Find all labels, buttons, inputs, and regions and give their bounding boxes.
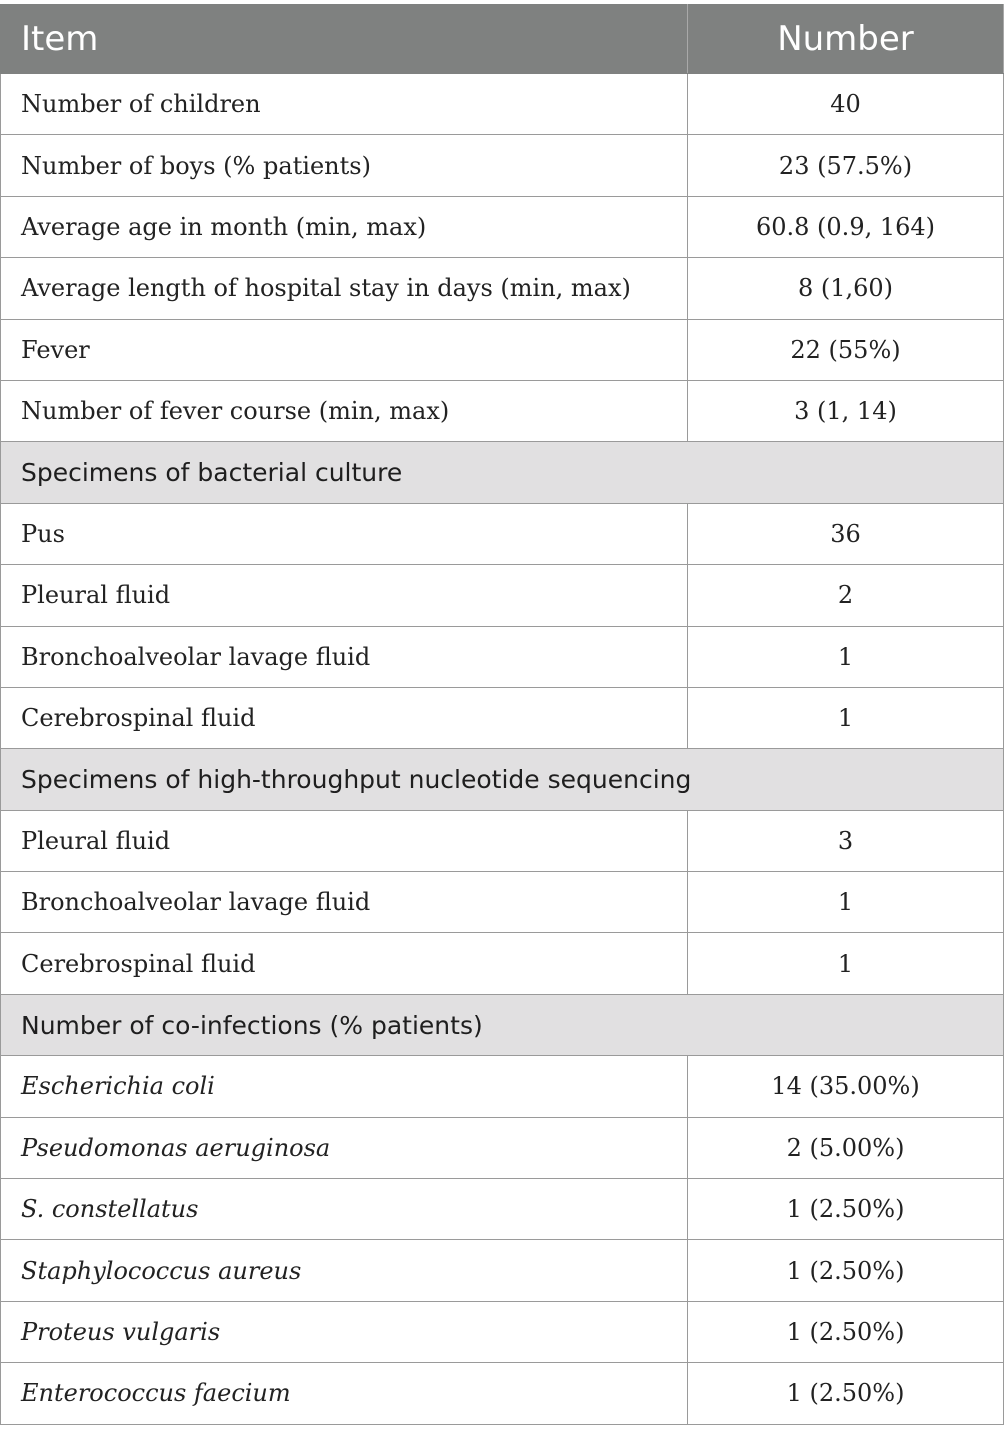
row-value: 23 (57.5%) xyxy=(688,135,1004,196)
table-row xyxy=(1,380,1004,441)
row-item: Number of boys (% patients) xyxy=(1,135,688,196)
section-row xyxy=(1,994,1004,1055)
table-row xyxy=(1,810,1004,871)
table-row xyxy=(1,135,1004,196)
row-value: 1 (2.50%) xyxy=(688,1240,1004,1301)
row-item: Proteus vulgaris xyxy=(1,1301,688,1362)
table-row xyxy=(1,1363,1004,1424)
section-label: Number of co-infections (% patients) xyxy=(1,994,1004,1055)
row-value: 1 xyxy=(688,626,1004,687)
section-label: Specimens of high-throughput nucleotide sequencing xyxy=(1,749,1004,810)
header-number: Number xyxy=(688,5,1004,74)
row-value: 60.8 (0.9, 164) xyxy=(688,196,1004,257)
row-item: Pleural fluid xyxy=(1,810,688,871)
header-row xyxy=(1,5,1004,74)
row-value: 40 xyxy=(688,74,1004,135)
table-row xyxy=(1,196,1004,257)
row-item: Cerebrospinal fluid xyxy=(1,933,688,994)
table-header xyxy=(1,5,1004,74)
section-row xyxy=(1,442,1004,503)
row-item: Number of children xyxy=(1,74,688,135)
table-row xyxy=(1,1179,1004,1240)
table-row xyxy=(1,503,1004,564)
table-row xyxy=(1,565,1004,626)
row-value: 8 (1,60) xyxy=(688,258,1004,319)
table-row xyxy=(1,1056,1004,1117)
table-row xyxy=(1,1301,1004,1362)
table-row xyxy=(1,1240,1004,1301)
row-item: Fever xyxy=(1,319,688,380)
table-row xyxy=(1,872,1004,933)
row-value: 1 (2.50%) xyxy=(688,1179,1004,1240)
table-row xyxy=(1,933,1004,994)
table-row xyxy=(1,626,1004,687)
row-value: 1 xyxy=(688,933,1004,994)
row-item: Cerebrospinal fluid xyxy=(1,687,688,748)
row-item: Average age in month (min, max) xyxy=(1,196,688,257)
row-item: Average length of hospital stay in days (min, max) xyxy=(1,258,688,319)
table-row xyxy=(1,258,1004,319)
row-value: 1 (2.50%) xyxy=(688,1363,1004,1424)
section-row xyxy=(1,749,1004,810)
row-item: Bronchoalveolar lavage fluid xyxy=(1,626,688,687)
table-row xyxy=(1,74,1004,135)
table-row xyxy=(1,319,1004,380)
row-value: 3 (1, 14) xyxy=(688,380,1004,441)
header-item: Item xyxy=(1,5,688,74)
row-value: 22 (55%) xyxy=(688,319,1004,380)
row-value: 2 (5.00%) xyxy=(688,1117,1004,1178)
row-item: Enterococcus faecium xyxy=(1,1363,688,1424)
row-value: 1 xyxy=(688,687,1004,748)
row-value: 1 xyxy=(688,872,1004,933)
row-value: 1 (2.50%) xyxy=(688,1301,1004,1362)
table-row xyxy=(1,687,1004,748)
row-value: 14 (35.00%) xyxy=(688,1056,1004,1117)
row-item: Staphylococcus aureus xyxy=(1,1240,688,1301)
row-item: Pseudomonas aeruginosa xyxy=(1,1117,688,1178)
data-table xyxy=(0,4,1004,1425)
row-value: 2 xyxy=(688,565,1004,626)
row-item: Bronchoalveolar lavage fluid xyxy=(1,872,688,933)
table-row xyxy=(1,1117,1004,1178)
row-value: 3 xyxy=(688,810,1004,871)
row-item: Pleural fluid xyxy=(1,565,688,626)
row-item: Number of fever course (min, max) xyxy=(1,380,688,441)
table-body xyxy=(1,74,1004,1425)
row-item: Escherichia coli xyxy=(1,1056,688,1117)
row-value: 36 xyxy=(688,503,1004,564)
row-item: Pus xyxy=(1,503,688,564)
row-item: S. constellatus xyxy=(1,1179,688,1240)
section-label: Specimens of bacterial culture xyxy=(1,442,1004,503)
